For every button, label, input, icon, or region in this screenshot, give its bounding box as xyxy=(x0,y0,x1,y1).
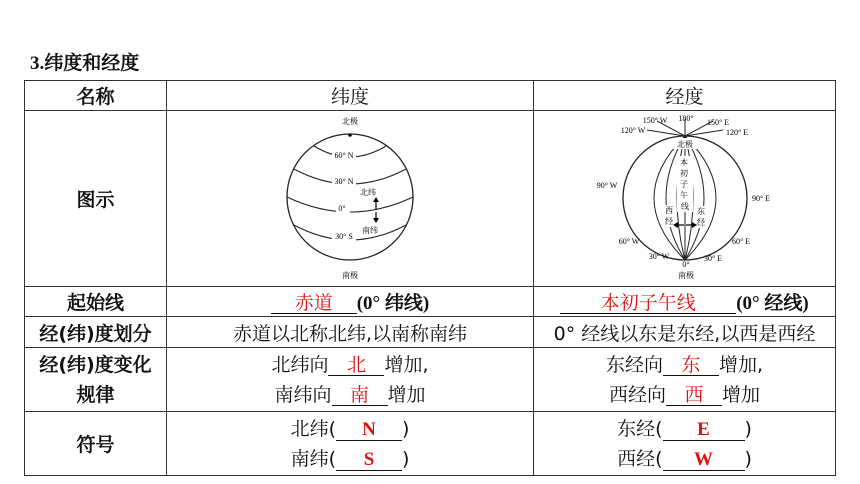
change-row xyxy=(25,348,836,412)
lon-label-90w: 90° W xyxy=(596,180,617,190)
equator-note: (0° 纬线) xyxy=(356,293,430,314)
diagram-row-label: 图示 xyxy=(25,111,167,287)
equator-answer: 赤道 xyxy=(271,293,357,314)
west-longitude-label: 西经 xyxy=(664,205,673,226)
n-answer: N xyxy=(336,420,402,441)
symbol-row xyxy=(25,412,836,476)
lon-label-120e: 120° E xyxy=(725,127,748,137)
header-longitude: 经度 xyxy=(534,81,836,111)
division-label: 经(纬)度划分 xyxy=(25,317,167,348)
east-answer: 东 xyxy=(663,355,719,376)
lon-label-150e: 150° E xyxy=(706,117,729,127)
prime-meridian-label xyxy=(680,157,690,211)
lat-south-pole-label: 南极 xyxy=(342,270,358,280)
header-row xyxy=(25,81,836,111)
pm-char-3: 子 xyxy=(679,179,688,189)
division-row xyxy=(25,317,836,348)
pm-char-4: 午 xyxy=(679,190,688,200)
lon-label-150w: 150° W xyxy=(642,115,667,125)
lat-label-60n: 60° N xyxy=(334,150,354,160)
change-lat-cell xyxy=(167,348,534,412)
lon-label-120w: 120° W xyxy=(620,125,645,135)
division-lon-text: 0° 经线以东是东经,以西是西经 xyxy=(534,317,836,348)
e-answer: E xyxy=(663,420,745,441)
change-lon-cell xyxy=(534,348,836,412)
start-line-label: 起始线 xyxy=(25,287,167,317)
lat-label-30s: 30° S xyxy=(335,231,353,241)
lat-lon-table xyxy=(24,80,836,476)
symbol-lon-line2: 西经( W ) xyxy=(617,447,752,470)
latitude-diagram-cell xyxy=(167,111,534,287)
change-lat-line2: 南纬向 南 增加 xyxy=(274,383,426,406)
south-latitude-label: 南纬 xyxy=(362,225,378,235)
symbol-lat-cell xyxy=(167,412,534,476)
lon-label-0: 0° xyxy=(681,259,690,269)
division-lat-text: 赤道以北称北纬,以南称南纬 xyxy=(167,317,534,348)
change-label-line1: 经(纬)度变化 xyxy=(39,353,152,376)
change-label-line2: 规律 xyxy=(76,383,115,406)
header-name: 名称 xyxy=(25,81,167,111)
lon-label-30e: 30° E xyxy=(703,253,722,263)
longitude-diagram-cell xyxy=(534,111,836,287)
lon-label-30w: 30° W xyxy=(648,251,669,261)
south-answer: 南 xyxy=(332,385,388,406)
lon-south-pole-label: 南极 xyxy=(677,270,694,280)
prime-meridian-answer: 本初子午线 xyxy=(560,293,736,314)
start-line-row xyxy=(25,287,836,317)
latitude-globe-diagram xyxy=(250,113,450,285)
symbol-lat-line1: 北纬( N ) xyxy=(290,417,410,440)
pm-char-5: 线 xyxy=(680,201,689,211)
symbol-lon-line1: 东经( E ) xyxy=(617,417,752,440)
header-latitude: 纬度 xyxy=(167,81,534,111)
start-line-lat-cell xyxy=(167,287,534,317)
symbol-lat-line2: 南纬( S ) xyxy=(290,447,410,470)
section-heading: 3.纬度和经度 xyxy=(30,53,140,74)
west-answer: 西 xyxy=(666,385,722,406)
pm-char-1: 本 xyxy=(679,157,688,167)
s-answer: S xyxy=(336,450,402,471)
north-latitude-label: 北纬 xyxy=(360,187,376,197)
lon-label-60w: 60° W xyxy=(618,236,639,246)
east-longitude-label: 东经 xyxy=(696,206,705,227)
lon-label-180: 180° xyxy=(677,113,694,123)
lon-label-90e: 90° E xyxy=(751,193,770,203)
north-answer: 北 xyxy=(328,355,384,376)
lon-label-60e: 60° E xyxy=(731,236,750,246)
start-line-lon-cell xyxy=(534,287,836,317)
lat-north-pole-label: 北极 xyxy=(342,116,358,126)
lat-label-30n: 30° N xyxy=(334,176,354,186)
diagram-row xyxy=(25,111,836,287)
change-lat-line1: 北纬向 北 增加, xyxy=(271,353,429,376)
change-lon-line1: 东经向 东 增加, xyxy=(605,353,764,376)
change-lon-line2: 西经向 西 增加 xyxy=(608,383,761,406)
longitude-globe-diagram xyxy=(585,113,785,285)
symbol-lon-cell xyxy=(534,412,836,476)
symbol-label: 符号 xyxy=(25,412,167,476)
w-answer: W xyxy=(663,450,745,471)
pm-char-2: 初 xyxy=(679,168,688,178)
change-label xyxy=(25,348,167,412)
prime-meridian-note: (0° 经线) xyxy=(736,293,809,314)
lon-north-pole-label: 北极 xyxy=(676,139,693,149)
lat-label-equator: 0° xyxy=(338,203,346,213)
